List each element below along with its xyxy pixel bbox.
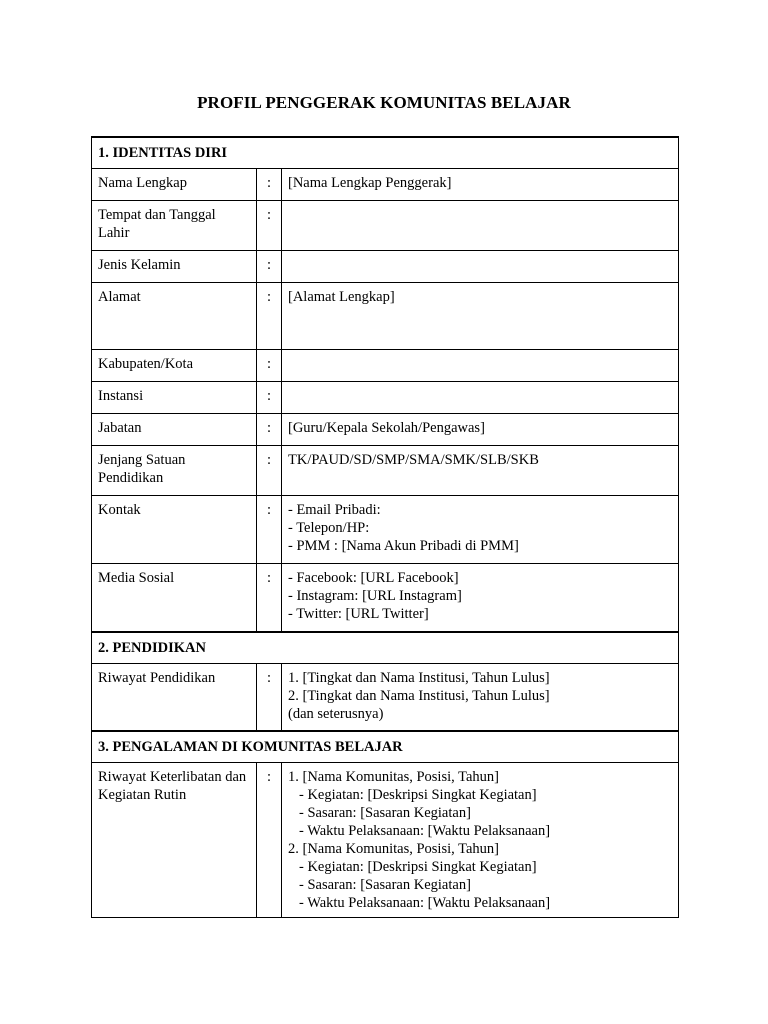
row-label: Kontak: [92, 496, 257, 564]
row-value: TK/PAUD/SD/SMP/SMA/SMK/SLB/SKB: [282, 446, 679, 496]
contact-pmm-line: - PMM : [Nama Akun Pribadi di PMM]: [288, 538, 519, 554]
contact-email-line: - Email Pribadi:: [288, 502, 381, 518]
row-label: Riwayat Pendidikan: [92, 663, 257, 731]
social-twitter-line: - Twitter: [URL Twitter]: [288, 606, 429, 622]
row-label: Media Sosial: [92, 564, 257, 632]
row-label: Jenjang Satuan Pendidikan: [92, 446, 257, 496]
row-value: [282, 663, 679, 731]
colon-separator: :: [257, 564, 282, 632]
row-value: [282, 564, 679, 632]
section-pendidikan: [92, 632, 679, 664]
community-item-1-waktu: - Waktu Pelaksanaan: [Waktu Pelaksanaan]: [299, 823, 551, 839]
colon-separator: :: [257, 283, 282, 350]
education-line-etc: (dan seterusnya): [288, 705, 384, 722]
community-item-2-kegiatan: - Kegiatan: [Deskripsi Singkat Kegiatan]: [299, 859, 537, 875]
section-heading: 1. IDENTITAS DIRI: [92, 137, 679, 169]
row-value: [282, 350, 679, 382]
row-label: Kabupaten/Kota: [92, 350, 257, 382]
community-item-2: 2. [Nama Komunitas, Posisi, Tahun]: [288, 841, 499, 857]
row-label: Jenis Kelamin: [92, 251, 257, 283]
row-media-sosial: [92, 564, 679, 632]
education-line-2: 2. [Tingkat dan Nama Institusi, Tahun Lulus]: [288, 687, 550, 704]
row-label: Jabatan: [92, 414, 257, 446]
community-item-1: 1. [Nama Komunitas, Posisi, Tahun]: [288, 769, 499, 785]
row-kontak: [92, 496, 679, 564]
row-value: [282, 496, 679, 564]
section-pengalaman-komunitas: [92, 731, 679, 763]
row-kabupaten-kota: [92, 350, 679, 382]
section-heading: 2. PENDIDIKAN: [92, 632, 679, 664]
section-identitas-diri: [92, 137, 679, 169]
social-instagram-line: - Instagram: [URL Instagram]: [288, 588, 462, 604]
row-instansi: [92, 382, 679, 414]
row-riwayat-pendidikan: [92, 663, 679, 731]
row-label: Tempat dan Tanggal Lahir: [92, 201, 257, 251]
row-value: [282, 251, 679, 283]
row-riwayat-keterlibatan: [92, 763, 679, 918]
colon-separator: :: [257, 663, 282, 731]
colon-separator: :: [257, 350, 282, 382]
row-jenis-kelamin: [92, 251, 679, 283]
row-jenjang-satuan-pendidikan: [92, 446, 679, 496]
community-item-1-kegiatan: - Kegiatan: [Deskripsi Singkat Kegiatan]: [299, 787, 537, 803]
row-value: [282, 201, 679, 251]
row-value: [282, 382, 679, 414]
colon-separator: :: [257, 251, 282, 283]
contact-phone-line: - Telepon/HP:: [288, 520, 370, 536]
section-heading: 3. PENGALAMAN DI KOMUNITAS BELAJAR: [92, 731, 679, 763]
colon-separator: :: [257, 169, 282, 201]
row-jabatan: [92, 414, 679, 446]
row-value: [Alamat Lengkap]: [282, 283, 679, 350]
community-item-2-sasaran: - Sasaran: [Sasaran Kegiatan]: [299, 877, 471, 893]
row-label: Instansi: [92, 382, 257, 414]
education-line-1: 1. [Tingkat dan Nama Institusi, Tahun Lulus]: [288, 669, 550, 686]
row-value: [Nama Lengkap Penggerak]: [282, 169, 679, 201]
colon-separator: :: [257, 496, 282, 564]
colon-separator: :: [257, 446, 282, 496]
row-tempat-tanggal-lahir: [92, 201, 679, 251]
row-value: [Guru/Kepala Sekolah/Pengawas]: [282, 414, 679, 446]
social-facebook-line: - Facebook: [URL Facebook]: [288, 570, 459, 586]
document-title: PROFIL PENGGERAK KOMUNITAS BELAJAR: [197, 93, 571, 112]
colon-separator: :: [257, 201, 282, 251]
colon-separator: :: [257, 414, 282, 446]
community-item-2-waktu: - Waktu Pelaksanaan: [Waktu Pelaksanaan]: [299, 895, 551, 911]
colon-separator: :: [257, 382, 282, 414]
row-nama-lengkap: [92, 169, 679, 201]
row-label: Nama Lengkap: [92, 169, 257, 201]
row-label: Riwayat Keterlibatan dan Kegiatan Rutin: [92, 763, 257, 918]
colon-separator: :: [257, 763, 282, 918]
profile-table: [91, 136, 679, 918]
row-alamat: [92, 283, 679, 350]
row-label: Alamat: [92, 283, 257, 350]
community-item-1-sasaran: - Sasaran: [Sasaran Kegiatan]: [299, 805, 471, 821]
row-value: [282, 763, 679, 918]
